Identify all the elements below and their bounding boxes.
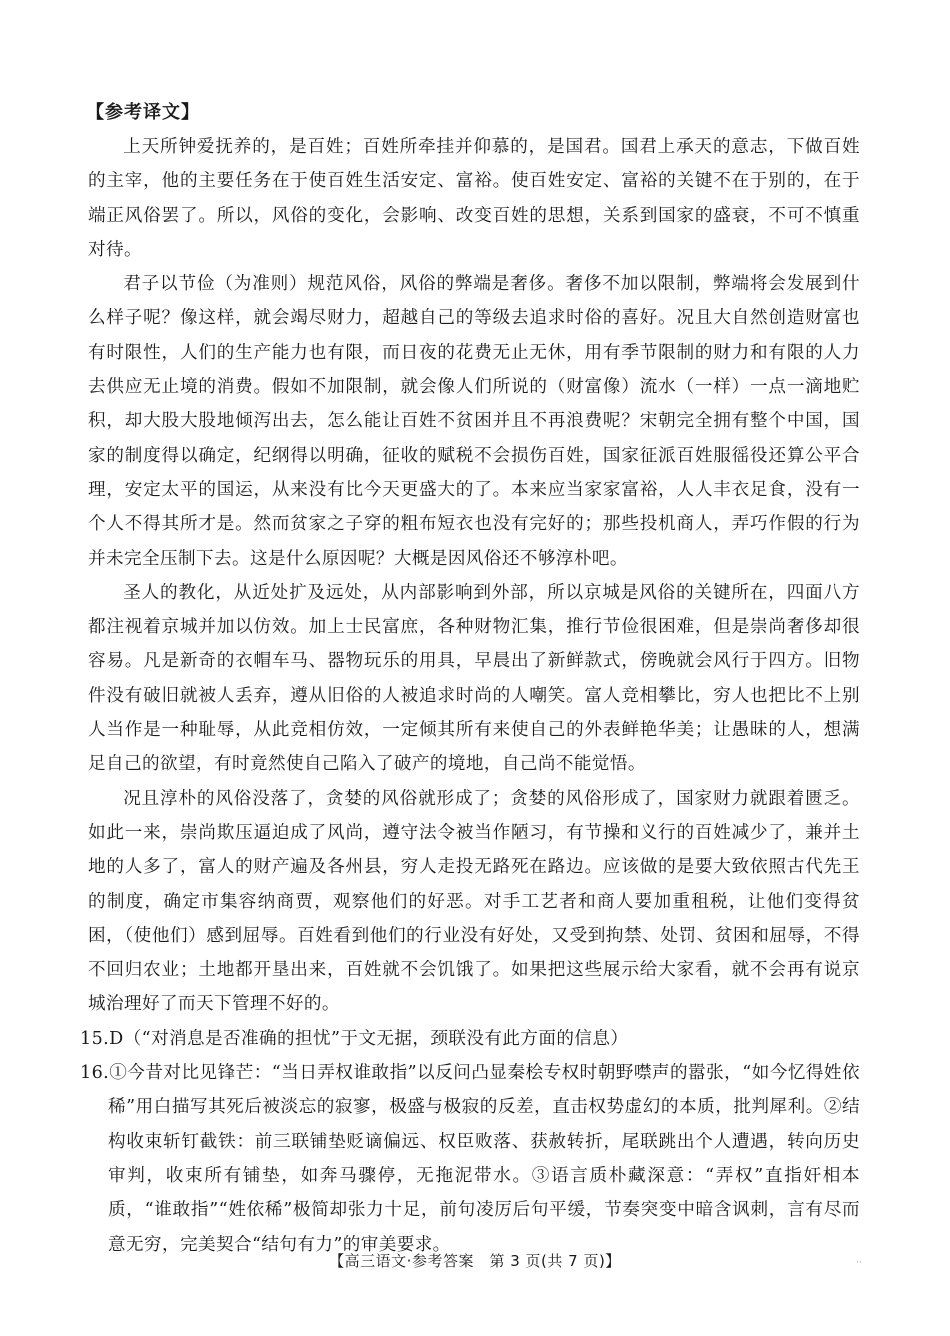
translation-paragraph-1: 上天所钟爱抚养的，是百姓；百姓所牵挂并仰慕的，是国君。国君上承天的意志，下做百姓的主宰，他的主要任务在于使百姓生活安定、富裕。使百姓安定、富裕的关键不在于别的，在于端正风俗罢了。所以，风俗的变化，会影响、改变百姓的思想，关系到国家的盛衰，不可不慎重对待。 bbox=[88, 137, 860, 260]
answer-16: 16.①今昔对比见锋芒：“当日弄权谁敢指”以反问凸显秦桧专权时朝野噤声的嚣张，“如今忆得姓依稀”用白描写其死后被淡忘的寂寥，极盛与极寂的反差，直击权势虚幻的本质，批判犀利。②结构收束斩钉截铁：前三联铺垫贬谪偏远、权臣败落、获赦转折，尾联跳出个人遭遇，转向历史审判，收束所有铺垫，如奔马骤停，无拖泥带水。③语言质朴藏深意：“弄权”直指奸相本质，“谁敢指”“姓依稀”极简却张力十足，前句凌厉后句平缓，节奏突变中暗含讽刺，言有尽而意无穷，完美契合“结句有力”的审美要求。 bbox=[80, 1063, 860, 1255]
footer-mark: ·· bbox=[856, 1258, 862, 1268]
section-heading: 【参考译文】 bbox=[86, 102, 200, 123]
translation-paragraph-4: 况且淳朴的风俗没落了，贪婪的风俗就形成了；贪婪的风俗形成了，国家财力就跟着匮乏。如此一来，崇尚欺压逼迫成了风尚，遵守法令被当作陋习，有节操和义行的百姓减少了，兼并土地的人多了，富人的财产遍及各州县，穷人走投无路死在路边。应该做的是要大致依照古代先王的制度，确定市集容纳商贾，观察他们的好恶。对手工艺者和商人要加重租税，让他们变得贫困，（使他们）感到屈辱。百姓看到他们的行业没有好处，又受到拘禁、处罚、贫困和屈辱，不得不回归农业；土地都开垦出来，百姓就不会饥饿了。如果把这些展示给大家看，就不会再有说京城治理好了而天下管理不好的。 bbox=[88, 788, 860, 1015]
translation-paragraph-2: 君子以节俭（为准则）规范风俗，风俗的弊端是奢侈。奢侈不加以限制，弊端将会发展到什么样子呢？像这样，就会竭尽财力，超越自己的等级去追求时俗的喜好。况且大自然创造财富也有时限性，人们的生产能力也有限，而日夜的花费无止无休，用有季节限制的财力和有限的人力去供应无止境的消费。假如不加限制，就会像人们所说的（财富像）流水（一样）一点一滴地贮积，却大股大股地倾泻出去，怎么能让百姓不贫困并且不再浪费呢？宋朝完全拥有整个中国，国家的制度得以确定，纪纲得以明确，征收的赋税不会损伤百姓，国家征派百姓服徭役还算公平合理，安定太平的国运，从来没有比今天更盛大的了。本来应当家家富裕，人人丰衣足食，没有一个人不得其所才是。然而贫家之子穿的粗布短衣也没有完好的；那些投机商人，弄巧作假的行为并未完全压制下去。这是什么原因呢？大概是因风俗还不够淳朴吧。 bbox=[88, 274, 860, 569]
page-footer: 【高三语文·参考答案 第 3 页(共 7 页)】 bbox=[329, 1252, 621, 1270]
translation-paragraph-3: 圣人的教化，从近处扩及远处，从内部影响到外部，所以京城是风俗的关键所在，四面八方都注视着京城并加以仿效。加上士民富庶，各种财物汇集，推行节俭很困难，但是崇尚奢侈却很容易。凡是新奇的衣帽车马、器物玩乐的用具，早晨出了新鲜款式，傍晚就会风行于四方。旧物件没有破旧就被人丢弃，遵从旧俗的人被追求时尚的人嘲笑。富人竞相攀比，穷人也把比不上别人当作是一种耻辱，从此竞相仿效，一定倾其所有来使自己的外表鲜艳华美；让愚昧的人，想满足自己的欲望，有时竟然使自己陷入了破产的境地，自己尚不能觉悟。 bbox=[88, 582, 860, 775]
document-body bbox=[80, 96, 860, 1262]
answer-15: 15.D（“对消息是否准确的担忧”于文无据，颈联没有此方面的信息） bbox=[80, 1028, 629, 1049]
